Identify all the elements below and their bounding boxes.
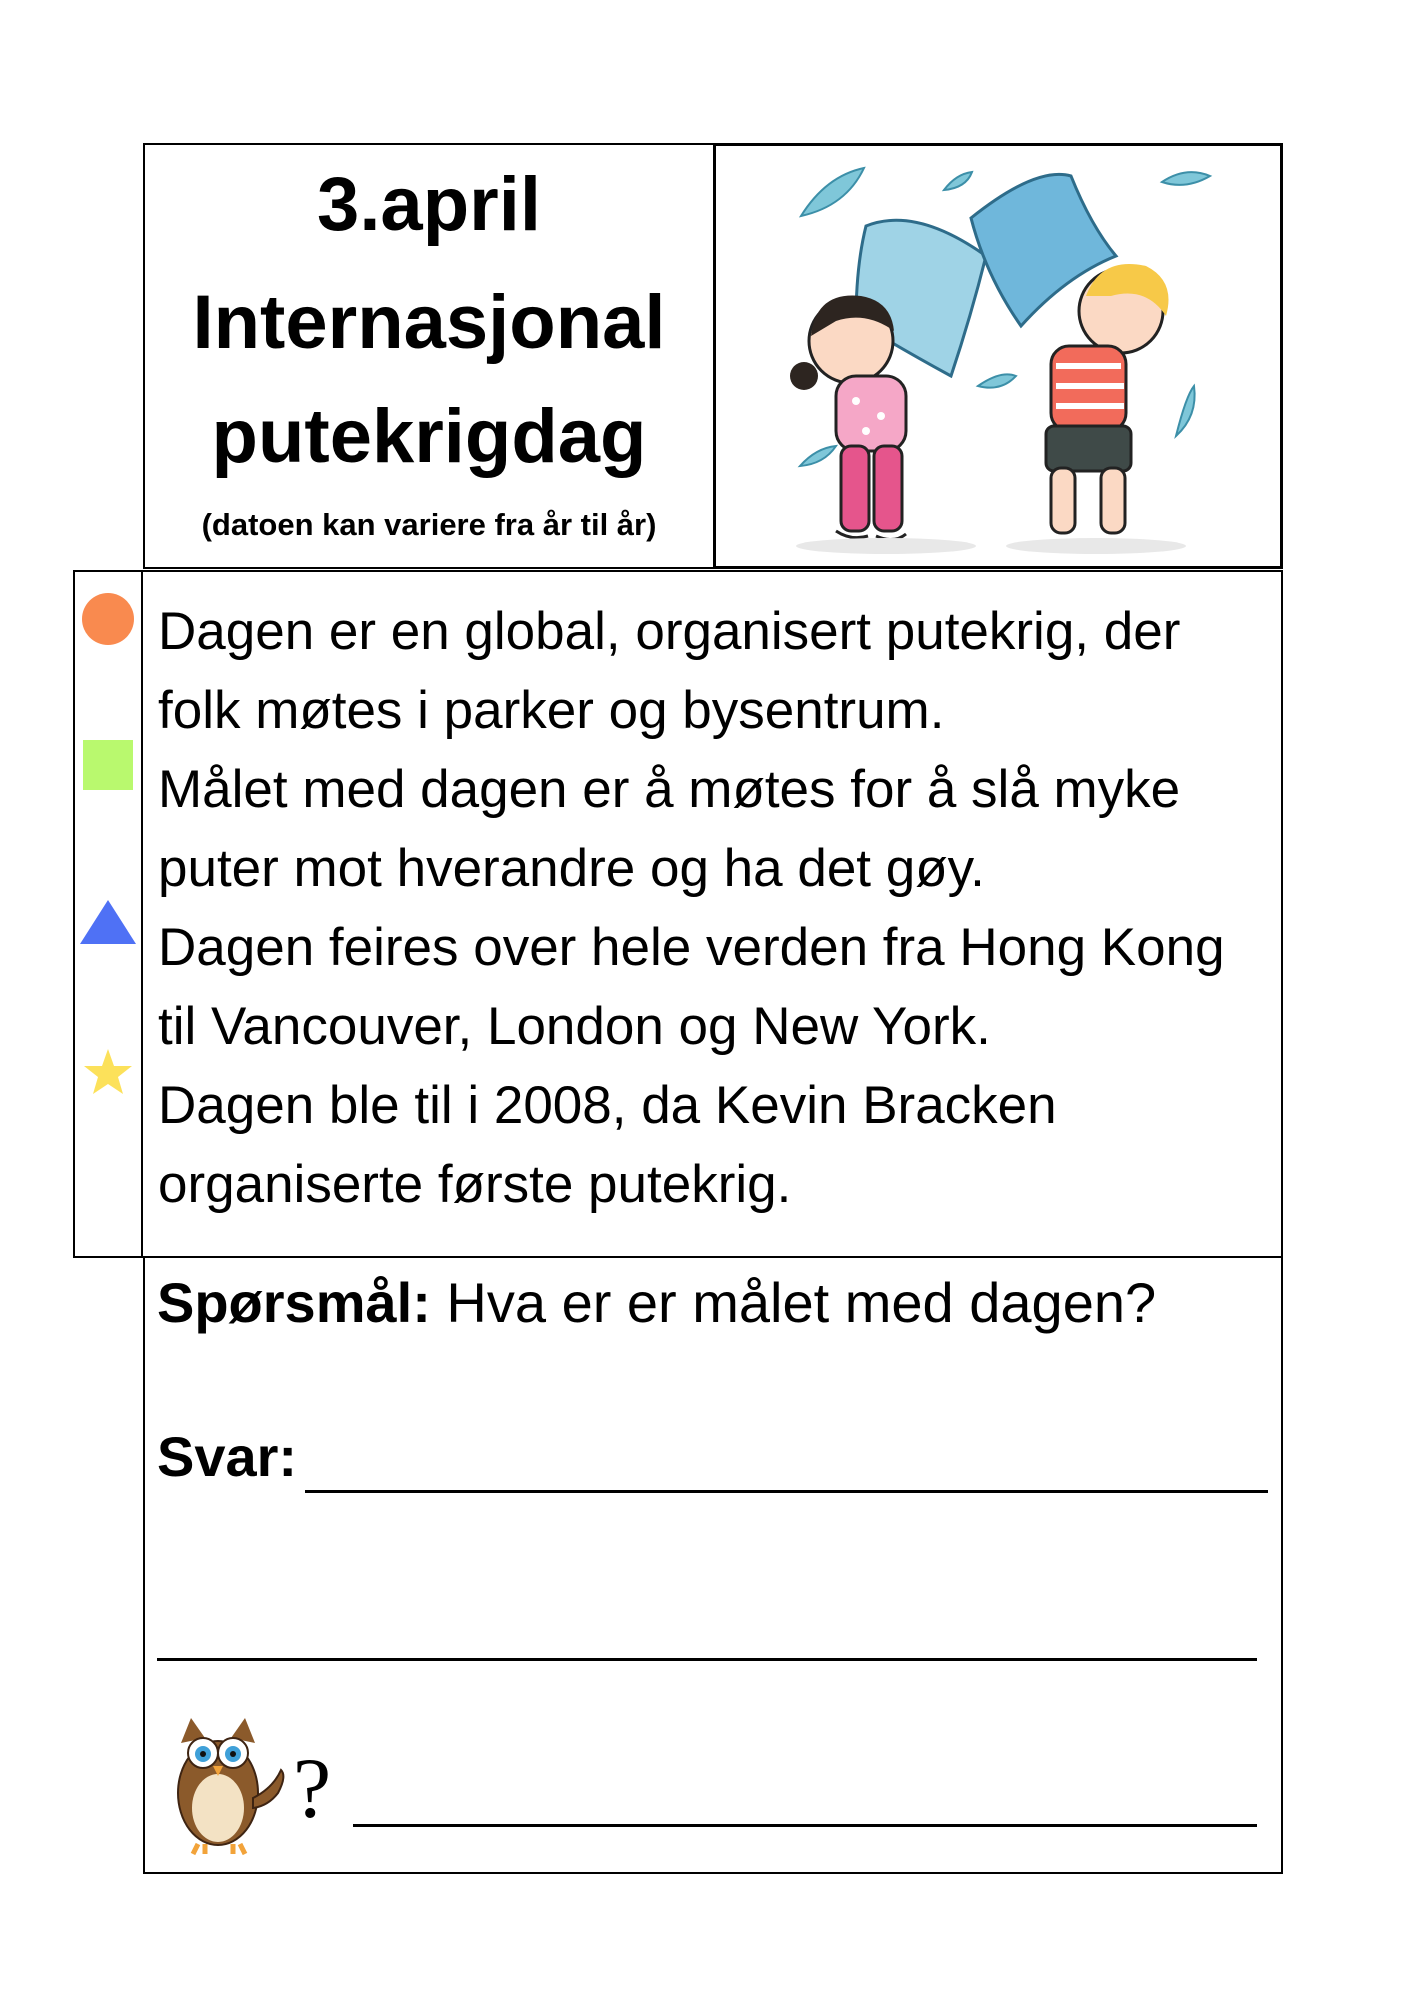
question-text: Hva er er målet med dagen? [430, 1271, 1157, 1334]
feather-icon [801, 168, 864, 216]
feather-icon [1176, 386, 1195, 436]
pillow-fight-kids-illustration [716, 146, 1280, 566]
title-line-1: Internasjonal [192, 280, 666, 365]
title-line-2: putekrigdag [211, 394, 647, 479]
marker-column [73, 570, 143, 1258]
answer-line-2[interactable] [157, 1658, 1257, 1661]
title-box [143, 143, 713, 569]
green-square-icon [83, 740, 133, 790]
paragraph-4: Dagen ble til i 2008, da Kevin Bracken organiserte første putekrig. [158, 1076, 1057, 1214]
yellow-star-icon [84, 1049, 132, 1094]
answer-label: Svar: [157, 1425, 298, 1488]
question-mark: ? [293, 1740, 332, 1836]
illustration-box [713, 143, 1283, 569]
feather-icon [978, 374, 1016, 387]
paragraph-1: Dagen er en global, organisert putekrig, der folk møtes i parker og bysentrum. [158, 602, 1181, 740]
question-label: Spørsmål: [157, 1271, 431, 1334]
blue-triangle-icon [80, 900, 136, 944]
answer-line-3[interactable] [353, 1824, 1257, 1827]
feather-icon [1162, 172, 1210, 185]
question [157, 1270, 1156, 1335]
question-box [143, 1258, 1283, 1874]
paragraph-2: Målet med dagen er å møtes for å slå myke puter mot hverandre og ha det gøy. [158, 760, 1181, 898]
answer-line-1[interactable] [305, 1490, 1268, 1493]
text-box [143, 570, 1283, 1258]
orange-circle-icon [82, 593, 134, 645]
feather-icon [944, 172, 972, 190]
paragraph-3: Dagen feires over hele verden fra Hong Kong til Vancouver, London og New York. [158, 918, 1225, 1056]
feather-icon [800, 446, 836, 466]
date-note: (datoen kan variere fra år til år) [201, 507, 657, 542]
owl-icon [163, 1698, 293, 1858]
date-heading: 3.april [317, 162, 541, 247]
